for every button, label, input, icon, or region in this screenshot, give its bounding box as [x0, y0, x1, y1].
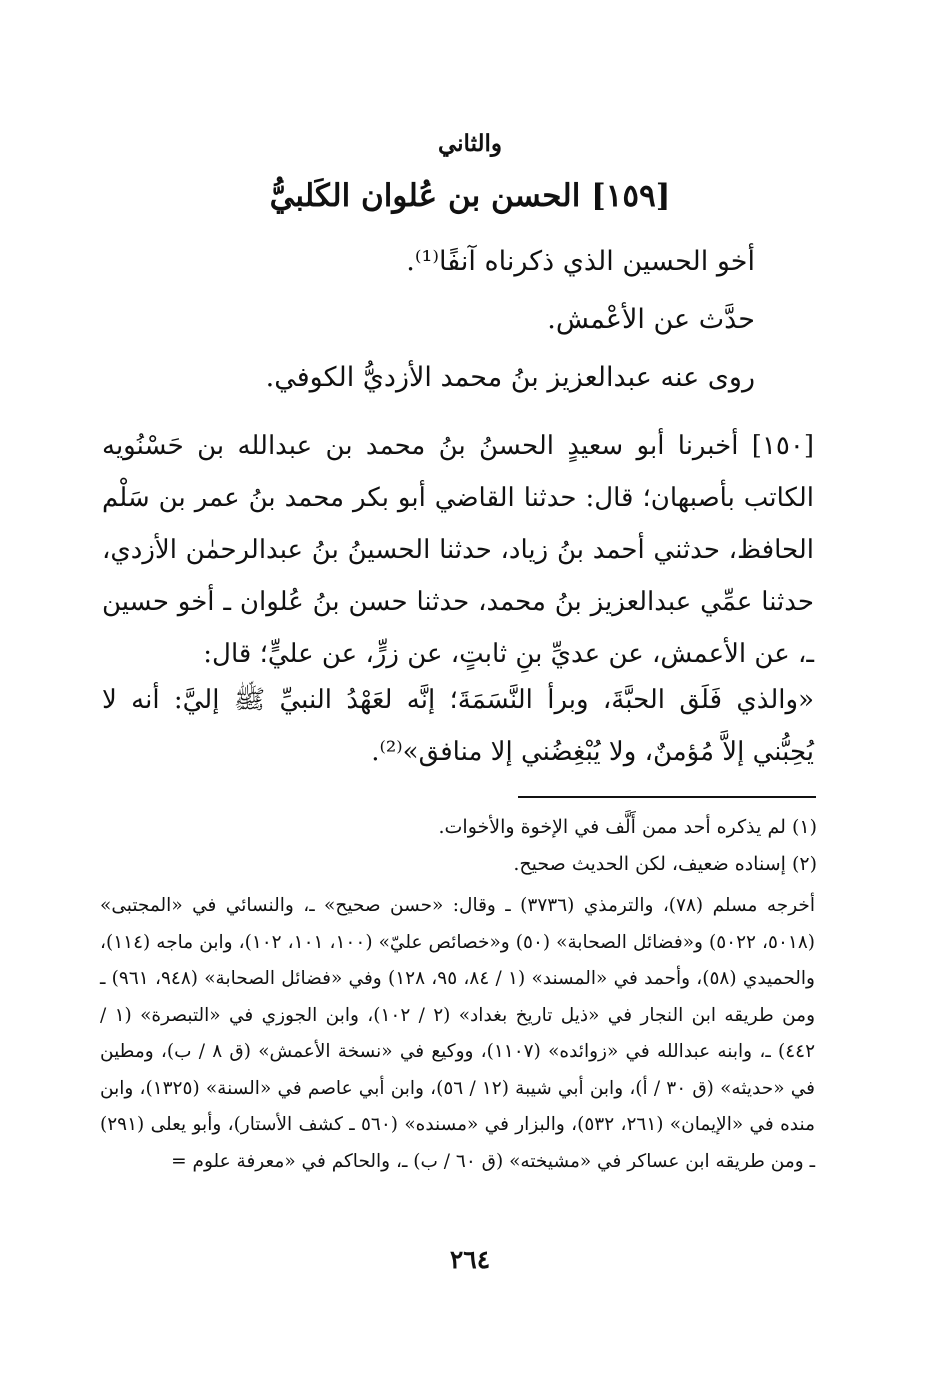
footnote-2-takhrij: أخرجه مسلم (٧٨)، والترمذي (٣٧٣٦) ـ وقال: «حسن صحيح» ـ، والنسائي في «المجتبى» (٥٠١٨، ٥٠٢٢) و«فضائل الصحابة» (٥٠) و«خصائص عليّ» (١٠٠، ١٠١، ١٠٢)، وابن ماجه (١١٤)، والحميدي (٥٨)، وأحمد في «المسند» (١ / ٨٤، ٩٥، ١٢٨) وفي «فضائل الصحابة» (٩٤٨، ٩٦١) ـ ومن طريقه ابن النجار في «ذيل تاريخ بغداد» (٢ / ١٠٢)، وابن الجوزي في «التبصرة» (١ / ٤٤٢) ـ، وابنه عبدالله في «زوائده» (١١٠٧)، ووكيع في «نسخة الأعمش» (ق ٨ / ب)، ومطين في «حديثه» (ق ٣٠ / أ)، وابن أبي شيبة (١٢ / ٥٦)، وابن أبي عاصم في «السنة» (١٣٢٥)، وابن منده في «الإيمان» (٢٦١، ٥٣٢)، والبزار في «مسنده» (٥٦٠ ـ كشف الأستار)، وأبو يعلى (٢٩١) ـ ومن طريقه ابن عساكر في «مشيخته» (ق ٦٠ / ب) ـ، والحاكم في «معرفة علوم = — [100, 895, 816, 1172]
page-number: ٢٦٤ — [449, 1245, 491, 1274]
entry-title: [١٥٩] الحسن بن عُلوان الكَلبيُّ — [269, 178, 671, 214]
biography-line-narrated-from: حدَّث عن الأعْمش. — [547, 304, 755, 335]
footnote-2: (٢) إسناده ضعيف، لكن الحديث صحيح. — [513, 853, 817, 875]
hadith-isnad-paragraph: [١٥٠] أخبرنا أبو سعيدٍ الحسنُ بنُ محمد بن عبدالله بن حَسْنُويه الكاتب بأصبهان؛ قال: حدثنا القاضي أبو بكر محمد بنُ عمر بن سَلْم الحافظ، حدثني أحمد بنُ زياد، حدثنا الحسينُ بنُ عبدالرحمٰن الأزدي، حدثنا عمِّي عبدالعزيز بنُ محمد، حدثنا حسن بنُ عُلوان ـ أخو حسين ـ، عن الأعمش، عن عديِّ بنِ ثابتٍ، عن زرٍّ، عن عليٍّ؛ قال: — [102, 431, 814, 669]
biography-line-narrated-by: روى عنه عبدالعزيز بنُ محمد الأزديُّ الكوفي. — [265, 362, 755, 393]
footnote-separator — [518, 796, 816, 798]
section-heading: والثاني — [437, 130, 503, 157]
hadith-matn-paragraph: «والذي فَلَق الحبَّةَ، وبرأ النَّسَمَةَ؛ إنَّه لعَهْدُ النبيِّ ﷺ إليَّ: أنه لا يُحِبُّني إلاَّ مُؤمنٌ، ولا يُبْغِضُني إلا منافق»⁽²⁾. — [102, 685, 814, 767]
footnote-1: (١) لم يذكره أحد ممن أَلَّف في الإخوة والأخوات. — [438, 816, 817, 838]
biography-line-brother: أخو الحسين الذي ذكرناه آنفًا⁽¹⁾. — [406, 246, 755, 277]
